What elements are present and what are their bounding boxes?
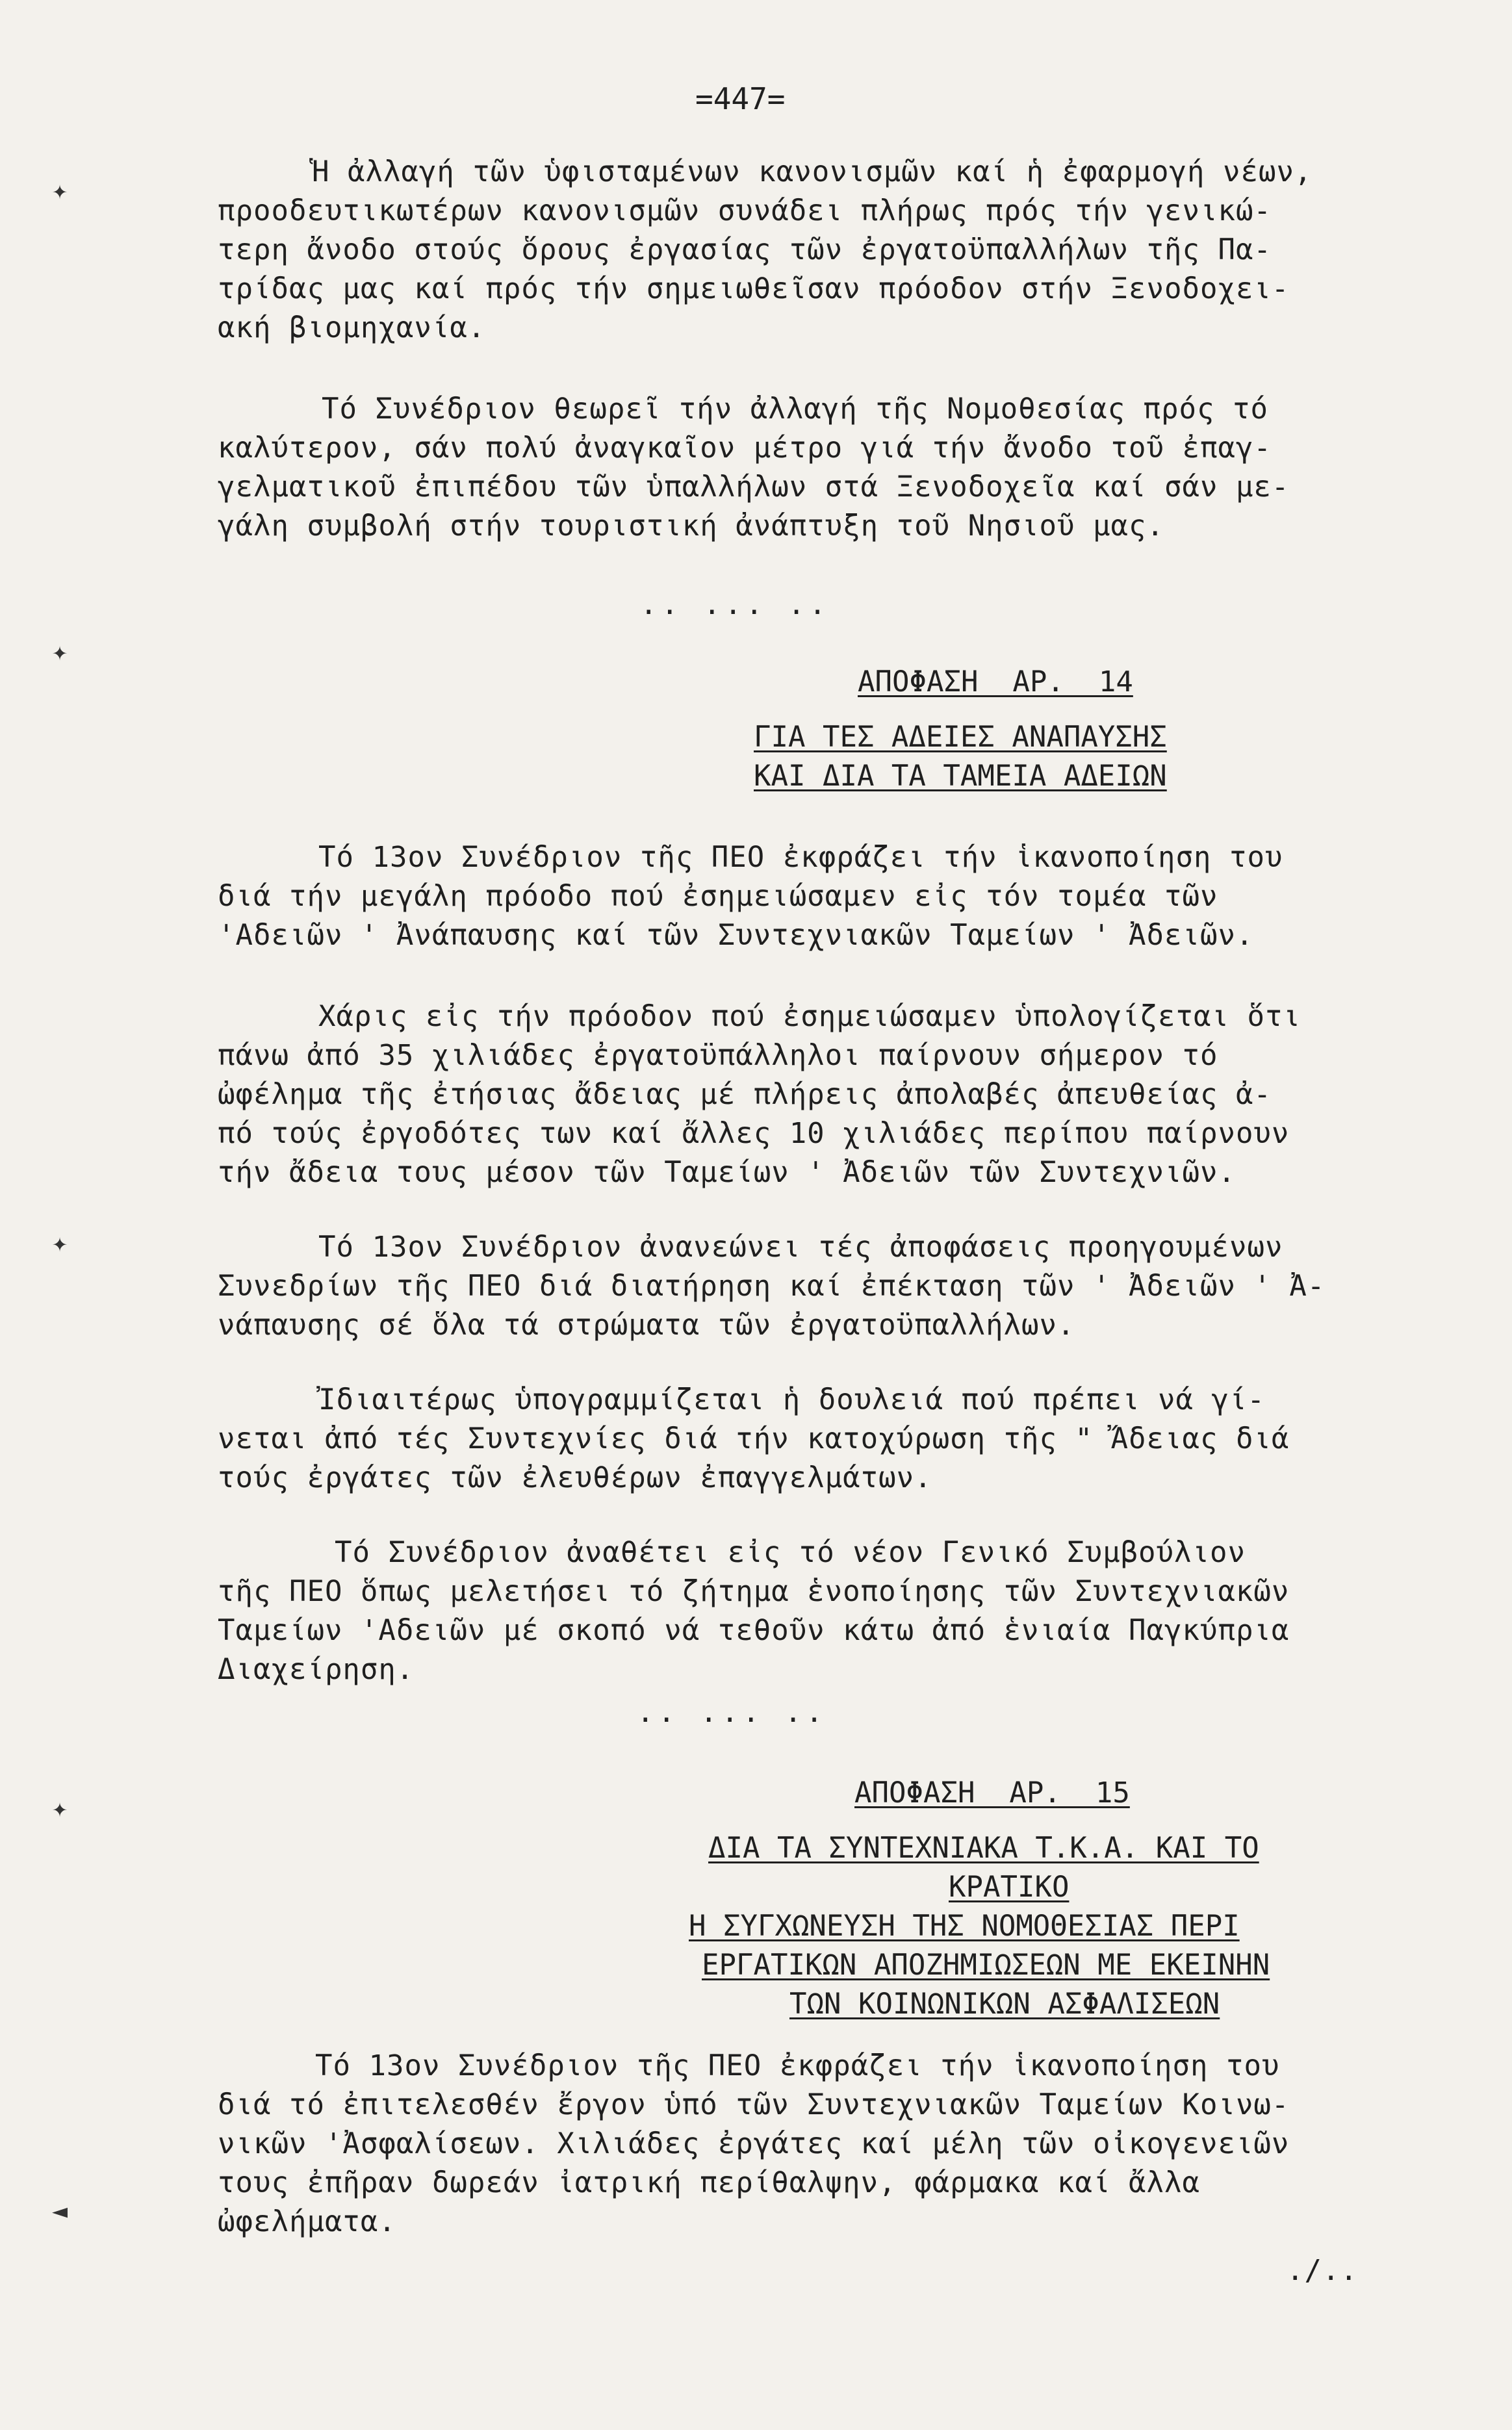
body-line: πάνω ἀπό 35 χιλιάδες ἐργατοϋπάλληλοι παίρνουν σήμερον τό [218,1039,1218,1072]
body-line: τερη ἄνοδο στούς ὅρους ἐργασίας τῶν ἐργατοϋπαλλήλων τῆς Πα- [218,233,1272,266]
body-line: διά τό ἐπιτελεσθέν ἔργον ὑπό τῶν Συντεχνιακῶν Ταμείων Κοινω- [218,2088,1290,2121]
margin-mark-icon: ◄ [52,2196,68,2226]
body-line: τῆς ΠΕΟ ὅπως μελετήσει τό ζήτημα ἑνοποίησης τῶν Συντεχνιακῶν [218,1575,1290,1608]
body-line: Τό 13ον Συνέδριον ἀνανεώνει τές ἀποφάσεις προηγουμένων [318,1231,1283,1264]
body-line: Τό Συνέδριον θεωρεῖ τήν ἀλλαγή τῆς Νομοθεσίας πρός τό [322,392,1268,426]
body-line: 'Αδειῶν ' Ἀνάπαυσης καί τῶν Συντεχνιακῶν Ταμείων ' Ἀδειῶν. [218,919,1254,952]
decision-15-title: ΕΡΓΑΤΙΚΩΝ ΑΠΟΖΗΜΙΩΣΕΩΝ ΜΕ ΕΚΕΙΝΗΝ [702,1949,1270,1982]
body-line: τήν ἄδεια τους μέσον τῶν Ταμείων ' Ἀδειῶν τῶν Συντεχνιῶν. [218,1156,1236,1189]
body-line: ὠφέλημα τῆς ἐτήσιας ἄδειας μέ πλήρεις ἀπολαβές ἀπευθείας ἀ- [218,1078,1272,1111]
margin-mark-icon: ✦ [52,1793,68,1823]
body-line: Τό 13ον Συνέδριον τῆς ΠΕΟ ἐκφράζει τήν ἱκανοποίηση του [315,2049,1280,2082]
continuation-mark: ./.. [1287,2254,1358,2287]
section-separator: .. ... .. [640,588,830,621]
body-line: νικῶν 'Ἀσφαλίσεων. Χιλιάδες ἐργάτες καί μέλη τῶν οἰκογενειῶν [218,2127,1290,2160]
margin-mark-icon: ✦ [52,1228,68,1258]
body-line: διά τήν μεγάλη πρόοδο πού ἐσημειώσαμεν εἰς τόν τομέα τῶν [218,880,1218,913]
decision-15-title: ΚΡΑΤΙΚΟ [949,1871,1070,1904]
body-line: Τό Συνέδριον ἀναθέτει εἰς τό νέον Γενικό Συμβούλιον [335,1536,1246,1569]
section-separator: .. ... .. [637,1696,827,1729]
body-line: Συνεδρίων τῆς ΠΕΟ διά διατήρηση καί ἐπέκταση τῶν ' Ἀδειῶν ' Ἀ- [218,1270,1326,1303]
decision-15-title: ΤΩΝ ΚΟΙΝΩΝΙΚΩΝ ΑΣΦΑΛΙΣΕΩΝ [789,1988,1220,2021]
body-line: τους ἐπῆραν δωρεάν ἰατρική περίθαλψην, φάρμακα καί ἄλλα [218,2166,1200,2199]
decision-15-title: ΔΙΑ ΤΑ ΣΥΝΤΕΧΝΙΑΚΑ Τ.Κ.Α. ΚΑΙ ΤΟ [708,1832,1259,1865]
decision-15-title: Η ΣΥΓΧΩΝΕΥΣΗ ΤΗΣ ΝΟΜΟΘΕΣΙΑΣ ΠΕΡΙ [689,1910,1240,1943]
decision-14-number: ΑΠΟΦΑΣΗ ΑΡ. 14 [858,665,1133,698]
page-number: =447= [695,81,786,116]
margin-mark-icon: ✦ [52,175,68,205]
body-line: νάπαυσης σέ ὅλα τά στρώματα τῶν ἐργατοϋπαλλήλων. [218,1309,1075,1342]
body-line: ακή βιομηχανία. [218,311,486,344]
body-line: προοδευτικωτέρων κανονισμῶν συνάδει πλήρως πρός τήν γενικώ- [218,194,1272,227]
body-line: πό τούς ἐργοδότες των καί ἄλλες 10 χιλιάδες περίπου παίρνουν [218,1117,1290,1150]
body-line: γάλη συμβολή στήν τουριστική ἀνάπτυξη τοῦ Νησιοῦ μας. [218,509,1164,543]
body-line: τούς ἐργάτες τῶν ἐλευθέρων ἐπαγγελμάτων. [218,1461,932,1494]
body-line: Ταμείων 'Αδειῶν μέ σκοπό νά τεθοῦν κάτω ἀπό ἑνιαία Παγκύπρια [218,1614,1290,1647]
margin-mark-icon: ✦ [52,637,68,667]
body-line: τρίδας μας καί πρός τήν σημειωθεῖσαν πρόοδον στήν Ξενοδοχει- [218,272,1290,305]
body-line: Ἡ ἀλλαγή τῶν ὑφισταμένων κανονισμῶν καί ἡ ἐφαρμογή νέων, [312,155,1313,188]
body-line: Χάρις εἰς τήν πρόοδον πού ἐσημειώσαμεν ὑπολογίζεται ὅτι [318,1000,1301,1033]
decision-14-title: ΚΑΙ ΔΙΑ ΤΑ ΤΑΜΕΙΑ ΑΔΕΙΩΝ [754,760,1167,793]
body-line: Διαχείρηση. [218,1653,415,1686]
decision-14-title: ΓΙΑ ΤΕΣ ΑΔΕΙΕΣ ΑΝΑΠΑΥΣΗΣ [754,721,1167,754]
body-line: γελματικοῦ ἐπιπέδου τῶν ὑπαλλήλων στά Ξενοδοχεῖα καί σάν με- [218,470,1290,504]
body-line: Ἰδιαιτέρως ὑπογραμμίζεται ἡ δουλειά πού πρέπει νά γί- [318,1383,1265,1416]
decision-15-number: ΑΠΟΦΑΣΗ ΑΡ. 15 [854,1776,1130,1810]
body-line: νεται ἀπό τές Συντεχνίες διά τήν κατοχύρωση τῆς " Ἄδειας διά [218,1422,1290,1455]
body-line: ὠφελήματα. [218,2205,396,2238]
body-line: καλύτερον, σάν πολύ ἀναγκαῖον μέτρο γιά τήν ἄνοδο τοῦ ἐπαγ- [218,431,1272,465]
body-line: Τό 13ον Συνέδριον τῆς ΠΕΟ ἐκφράζει τήν ἱκανοποίηση του [318,841,1283,874]
